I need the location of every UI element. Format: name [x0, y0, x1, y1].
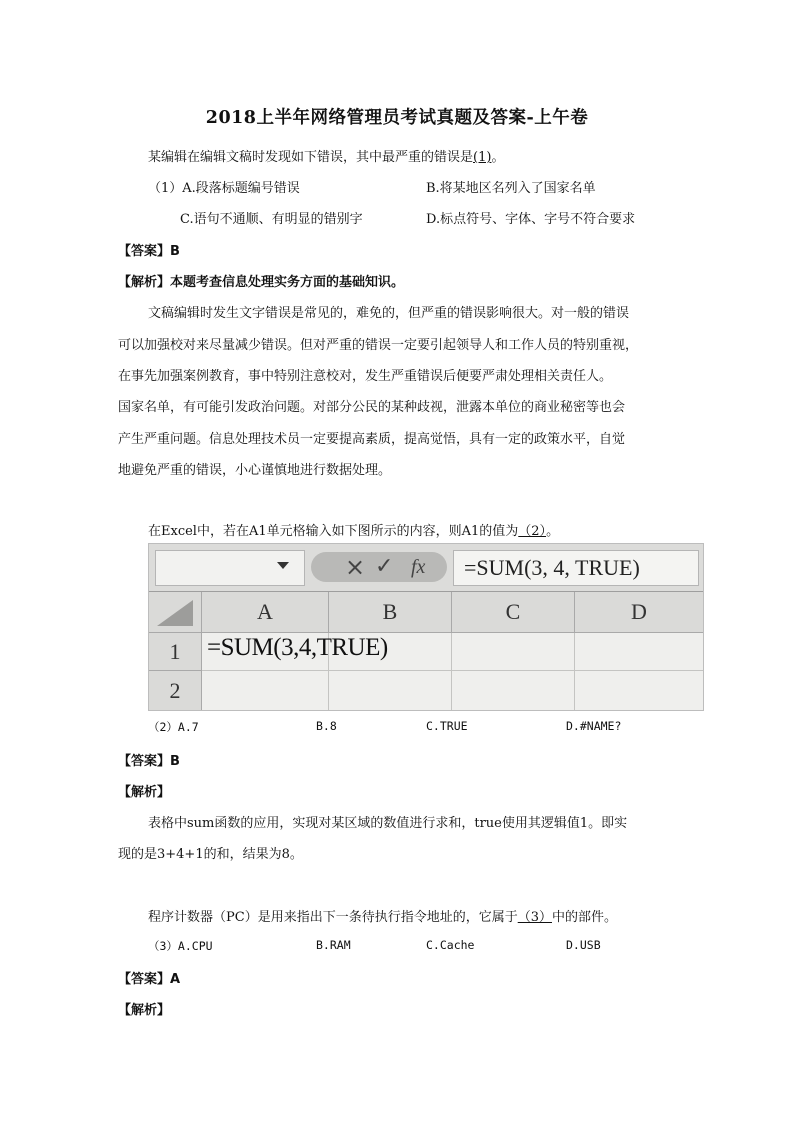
q3-answer: 【答案】A	[118, 972, 181, 987]
cell-d2	[575, 671, 704, 711]
q2-option-c: C.TRUE	[426, 719, 468, 733]
function-icon: fx	[411, 556, 426, 578]
formula-text: =SUM(3, 4, TRUE)	[464, 555, 640, 580]
q1-option-b: B.将某地区名列入了国家名单	[426, 181, 596, 196]
q1-analysis-line: 国家名单，有可能引发政治问题。对部分公民的某种歧视，泄露本单位的商业秘密等也会	[118, 400, 626, 415]
column-header-b: B	[329, 592, 452, 633]
q1-option-d: D.标点符号、字体、字号不符合要求	[426, 212, 636, 227]
q1-answer: 【答案】B	[118, 244, 180, 259]
page-title: 2018上半年网络管理员考试真题及答案-上午卷	[205, 108, 589, 128]
q1-analysis-line: 可以加强校对来尽量减少错误。但对严重的错误一定要引起领导人和工作人员的特别重视，	[118, 338, 639, 353]
corner-triangle-icon	[157, 600, 193, 626]
q1-analysis-title: 【解析】本题考查信息处理实务方面的基础知识。	[118, 275, 405, 290]
q1-analysis-line: 产生严重问题。信息处理技术员一定要提高素质，提高觉悟，具有一定的政策水平，自觉	[118, 432, 626, 447]
formula-bar	[149, 544, 703, 592]
cell-a1-content: =SUM(3,4,TRUE)	[207, 634, 388, 661]
q3-analysis-title: 【解析】	[118, 1003, 171, 1018]
q1-option-a: （1）A.段落标题编号错误	[148, 181, 300, 196]
q2-option-d: D.#NAME?	[566, 719, 622, 733]
q3-option-c: C.Cache	[426, 938, 475, 952]
q2-answer: 【答案】B	[118, 754, 180, 769]
q2-analysis-title: 【解析】	[118, 785, 171, 800]
q2-stem-suffix: 。	[546, 524, 560, 539]
cell-c2	[452, 671, 575, 711]
q1-analysis-line: 在事先加强案例教育，事中特别注意校对，发生严重错误后便要严肃处理相关责任人。	[118, 369, 613, 384]
q1-analysis-line: 地避免严重的错误，小心谨慎地进行数据处理。	[118, 463, 392, 478]
q1-blank: (1)	[473, 150, 492, 165]
check-icon: ✓	[375, 554, 394, 579]
q1-stem-suffix: 。	[491, 150, 505, 165]
q3-stem-prefix: 程序计数器（PC）是用来指出下一条待执行指令地址的，它属于	[148, 910, 518, 925]
q1-stem-prefix: 某编辑在编辑文稿时发现如下错误，其中最严重的错误是	[148, 150, 474, 165]
q1-option-c: C.语句不通顺、有明显的错别字	[180, 212, 363, 227]
formula-input	[453, 550, 699, 586]
row-header-1: 1	[149, 633, 202, 671]
q2-analysis-line: 现的是3+4+1的和，结果为8。	[118, 847, 303, 862]
chevron-down-icon	[277, 562, 289, 569]
q3-blank: （3）	[517, 910, 552, 925]
q3-option-d: D.USB	[566, 938, 601, 952]
q2-stem	[148, 520, 559, 539]
q3-option-b: B.RAM	[316, 938, 351, 952]
row-header-2: 2	[149, 671, 202, 711]
column-header-d: D	[575, 592, 704, 633]
q2-blank: （2）	[518, 524, 547, 539]
q1-analysis-line: 文稿编辑时发生文字错误是常见的，难免的，但严重的错误影响很大。对一般的错误	[148, 306, 630, 321]
q1-stem	[148, 146, 504, 165]
q3-stem-suffix: 中的部件。	[551, 910, 617, 925]
q2-stem-prefix: 在Excel中，若在A1单元格输入如下图所示的内容，则A1的值为	[148, 524, 519, 539]
cell-b2	[329, 671, 452, 711]
close-icon: ×	[345, 553, 366, 581]
cell-a2	[202, 671, 329, 711]
q2-analysis-line: 表格中sum函数的应用，实现对某区域的数值进行求和，true使用其逻辑值1。即实	[148, 816, 628, 831]
q3-option-a: （3）A.CPU	[148, 939, 213, 953]
column-header-c: C	[452, 592, 575, 633]
q2-option-b: B.8	[316, 719, 337, 733]
column-header-a: A	[202, 592, 329, 633]
q2-option-a: （2）A.7	[148, 720, 199, 734]
cell-d1	[575, 633, 704, 671]
q3-stem	[148, 906, 617, 925]
cell-c1	[452, 633, 575, 671]
excel-screenshot	[148, 543, 704, 711]
